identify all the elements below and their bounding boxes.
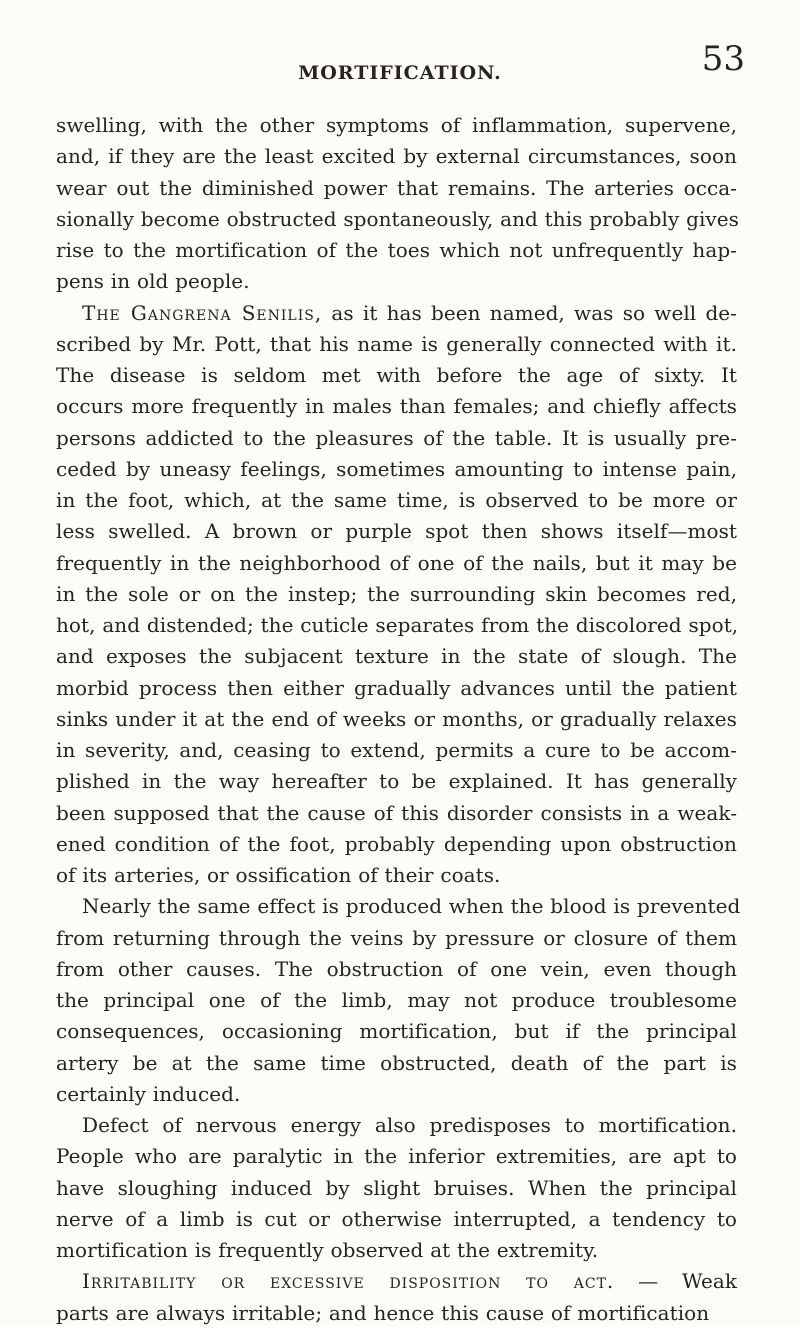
line-text: and exposes the subjacent texture in the state of slough. The — [56, 644, 737, 669]
page-number: 53 — [701, 39, 745, 79]
text-line — [56, 485, 737, 516]
text-line — [56, 829, 737, 860]
line-text: from returning through the veins by pressure or closure of them — [56, 925, 737, 950]
line-text: as it has been named, was so well de- — [322, 300, 737, 325]
line-text: rise to the mortification of the toes which not unfrequently hap- — [56, 238, 737, 262]
text-line — [56, 1266, 737, 1297]
line-text: parts are always irritable; and hence this cause of mortification — [56, 1300, 710, 1325]
line-text: ened condition of the foot, probably depending upon obstruction — [56, 831, 737, 856]
line-text: mortification is frequently observed at the extremity. — [56, 1238, 599, 1262]
line-text: nerve of a limb is cut or otherwise interrupted, a tendency to — [56, 1206, 737, 1231]
text-line — [56, 954, 737, 985]
line-text: swelling, with the other symptoms of inflammation, supervene, — [56, 113, 737, 137]
text-line — [56, 548, 737, 579]
text-line — [56, 1016, 737, 1047]
line-text: been supposed that the cause of this disorder consists in a weak- — [56, 800, 737, 825]
line-text: consequences, occasioning mortification, but if the principal — [56, 1019, 737, 1044]
text-line — [56, 735, 737, 766]
line-text: plished in the way hereafter to be explained. It has generally — [56, 769, 737, 794]
line-text: have sloughing induced by slight bruises. When the principal — [56, 1175, 737, 1200]
line-text: occurs more frequently in males than females; and chiefly affects — [56, 394, 737, 419]
running-title: MORTIFICATION. — [298, 62, 502, 84]
line-text: certainly induced. — [56, 1081, 241, 1106]
text-line — [56, 1079, 737, 1110]
line-text: People who are paralytic in the inferior extremities, are apt to — [56, 1144, 737, 1169]
text-line — [56, 985, 737, 1016]
text-line — [56, 1048, 737, 1079]
body-text — [56, 110, 741, 1329]
text-line — [56, 141, 737, 172]
text-line — [56, 766, 737, 797]
line-text: less swelled. A brown or purple spot then shows itself—most — [56, 519, 737, 544]
text-line — [56, 235, 737, 266]
text-line — [56, 1141, 737, 1172]
line-text: hot, and distended; the cuticle separates from the discolored spot, — [56, 613, 739, 637]
text-line — [56, 391, 737, 422]
text-line — [56, 204, 737, 235]
line-text: Defect of nervous energy also predisposes to mortification. — [82, 1113, 737, 1137]
small-caps-heading: Irritability or excessive disposition to act. — [82, 1269, 615, 1294]
line-text: the principal one of the limb, may not produce troublesome — [56, 988, 737, 1012]
text-line — [56, 579, 737, 610]
line-text: persons addicted to the pleasures of the table. It is usually pre- — [56, 425, 737, 450]
text-line — [56, 360, 737, 391]
line-text: morbid process then either gradually advances until the patient — [56, 675, 737, 700]
line-text: sinks under it at the end of weeks or months, or gradually relaxes — [56, 706, 737, 731]
text-line — [56, 173, 737, 204]
text-line — [56, 891, 741, 922]
line-text: ceded by uneasy feelings, sometimes amounting to intense pain, — [56, 456, 737, 481]
text-line — [56, 1204, 737, 1235]
small-caps-heading: The Gangrena Senilis, — [82, 300, 323, 325]
text-line — [56, 1110, 737, 1141]
line-text: scribed by Mr. Pott, that his name is generally connected with it. — [56, 331, 737, 356]
line-text: frequently in the neighborhood of one of the nails, but it may be — [56, 550, 737, 575]
line-text: pens in old people. — [56, 269, 250, 294]
line-text: The disease is seldom met with before the age of sixty. It — [56, 363, 737, 387]
text-line — [56, 923, 737, 954]
running-header — [55, 39, 745, 90]
line-text: in the sole or on the instep; the surrounding skin becomes red, — [56, 581, 737, 606]
line-text: in severity, and, ceasing to extend, permits a cure to be accom- — [56, 738, 737, 762]
text-line — [56, 641, 737, 672]
text-line — [56, 798, 737, 829]
text-line — [56, 610, 737, 641]
text-line — [56, 1235, 737, 1266]
line-text: in the foot, which, at the same time, is observed to be more or — [56, 488, 737, 512]
text-line — [56, 860, 737, 891]
line-text: — Weak — [614, 1269, 738, 1294]
text-line — [56, 423, 737, 454]
text-line — [56, 1298, 737, 1329]
text-line — [56, 704, 737, 735]
text-line — [56, 110, 737, 141]
line-text: and, if they are the least excited by external circumstances, soon — [56, 144, 737, 169]
text-line — [56, 454, 737, 485]
line-text: wear out the diminished power that remains. The arteries occa- — [56, 175, 737, 200]
line-text: Nearly the same effect is produced when the blood is prevented — [82, 894, 741, 919]
line-text: from other causes. The obstruction of one vein, even though — [56, 956, 737, 981]
text-line — [56, 516, 737, 547]
text-line — [56, 298, 737, 329]
line-text: of its arteries, or ossification of their coats. — [56, 863, 501, 887]
text-line — [56, 266, 737, 297]
line-text: artery be at the same time obstructed, death of the part is — [56, 1050, 737, 1075]
text-line — [56, 673, 737, 704]
line-text: sionally become obstructed spontaneously, and this probably gives — [56, 206, 739, 231]
text-line — [56, 1173, 737, 1204]
text-line — [56, 329, 737, 360]
